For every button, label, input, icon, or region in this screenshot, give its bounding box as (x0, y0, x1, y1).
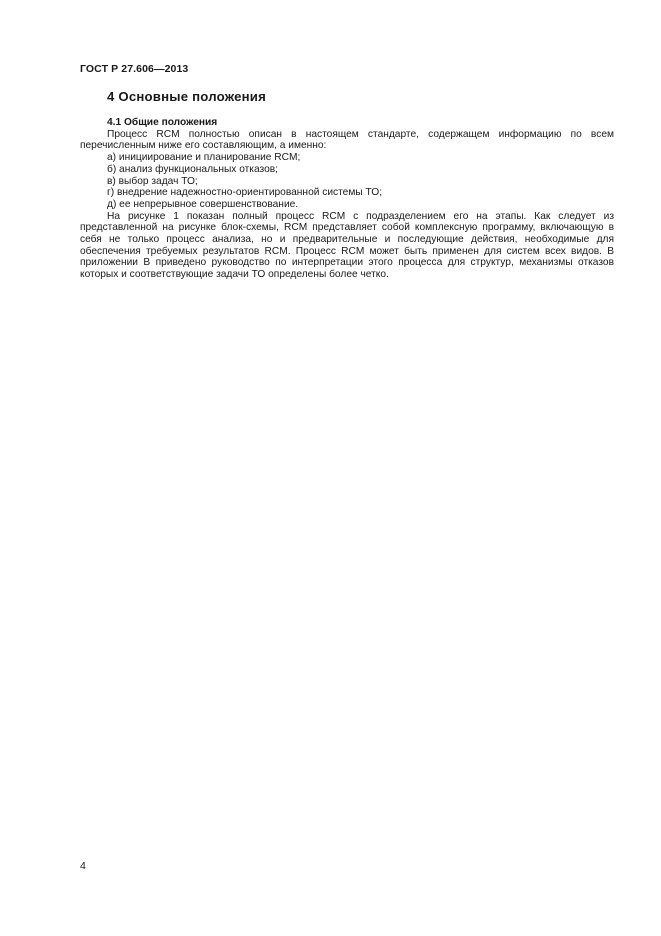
subsection-title: 4.1 Общие положения (107, 117, 218, 128)
list-item: а) инициирование и планирование RCM; (107, 152, 301, 164)
list-item: б) анализ функциональных отказов; (107, 163, 279, 175)
intro-paragraph: Процесс RCM полностью описан в настоящем стандарте, содержащем информацию по всем перечисленным ниже его составляющим, а именно: (80, 128, 614, 152)
section-body (80, 117, 614, 281)
list-item: г) внедрение надежностно-ориентированной системы ТО; (107, 187, 383, 199)
closing-paragraph: На рисунке 1 показан полный процесс RCM с подразделением его на этапы. Как следует из представленной на рисунке блок-схемы, RCM представляет собой комплексную программу, включающую в себя не только процесс анализа, но и предварительные и последующие действия, необходимые для обеспечения требуемых результатов RCM. Процесс RCM может быть применен для систем всех видов. В приложении В приведено руководство по интерпретации этого процесса для структур, механизмы отказов которых и соответствующие задачи ТО определены более четко. (80, 210, 614, 281)
list-item: д) ее непрерывное совершенствование. (107, 198, 299, 210)
components-list (80, 152, 614, 211)
section-title: 4 Основные положения (107, 89, 266, 104)
list-item: в) выбор задач ТО; (107, 175, 198, 187)
document-code-header: ГОСТ Р 27.606—2013 (80, 63, 189, 75)
page-number: 4 (80, 860, 86, 872)
